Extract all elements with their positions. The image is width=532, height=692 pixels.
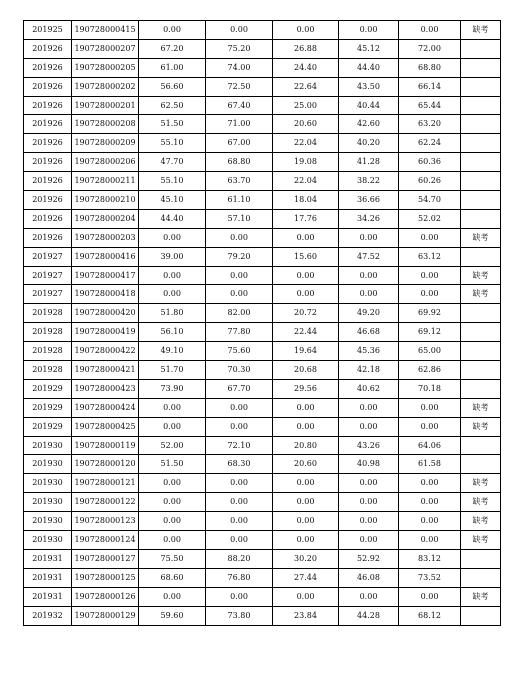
- remark-cell: [461, 361, 501, 380]
- group-cell: 201926: [24, 172, 72, 191]
- total-score-cell: 69.12: [399, 323, 461, 342]
- interview-score-cell: 73.80: [206, 606, 273, 625]
- interview-score-cell: 61.10: [206, 191, 273, 210]
- total-score-cell: 65.00: [399, 342, 461, 361]
- score-table: [23, 20, 501, 626]
- interview-score-cell: 71.00: [206, 115, 273, 134]
- total-score-cell: 68.12: [399, 606, 461, 625]
- interview-score-cell: 0.00: [206, 587, 273, 606]
- table-row: [24, 39, 501, 58]
- written-weighted-cell: 27.44: [273, 568, 339, 587]
- interview-score-cell: 0.00: [206, 228, 273, 247]
- interview-weighted-cell: 0.00: [339, 398, 399, 417]
- interview-score-cell: 76.80: [206, 568, 273, 587]
- total-score-cell: 0.00: [399, 531, 461, 550]
- group-cell: 201931: [24, 549, 72, 568]
- table-row: [24, 304, 501, 323]
- written-weighted-cell: 0.00: [273, 474, 339, 493]
- interview-score-cell: 72.50: [206, 77, 273, 96]
- interview-weighted-cell: 34.26: [339, 209, 399, 228]
- written-score-cell: 61.00: [139, 58, 206, 77]
- written-score-cell: 55.10: [139, 172, 206, 191]
- table-row: [24, 323, 501, 342]
- interview-weighted-cell: 46.68: [339, 323, 399, 342]
- table-row: [24, 455, 501, 474]
- written-weighted-cell: 0.00: [273, 266, 339, 285]
- group-cell: 201928: [24, 342, 72, 361]
- total-score-cell: 62.86: [399, 361, 461, 380]
- interview-weighted-cell: 47.52: [339, 247, 399, 266]
- written-score-cell: 0.00: [139, 285, 206, 304]
- remark-cell: 缺考: [461, 417, 501, 436]
- group-cell: 201928: [24, 361, 72, 380]
- written-weighted-cell: 20.60: [273, 115, 339, 134]
- group-cell: 201930: [24, 455, 72, 474]
- remark-cell: [461, 323, 501, 342]
- exam-id-cell: 190728000202: [72, 77, 139, 96]
- total-score-cell: 60.26: [399, 172, 461, 191]
- written-weighted-cell: 0.00: [273, 228, 339, 247]
- written-weighted-cell: 0.00: [273, 285, 339, 304]
- group-cell: 201926: [24, 134, 72, 153]
- group-cell: 201930: [24, 436, 72, 455]
- interview-weighted-cell: 0.00: [339, 531, 399, 550]
- total-score-cell: 0.00: [399, 21, 461, 40]
- exam-id-cell: 190728000417: [72, 266, 139, 285]
- written-score-cell: 67.20: [139, 39, 206, 58]
- remark-cell: 缺考: [461, 474, 501, 493]
- exam-id-cell: 190728000127: [72, 549, 139, 568]
- total-score-cell: 83.12: [399, 549, 461, 568]
- table-row: [24, 209, 501, 228]
- written-weighted-cell: 0.00: [273, 398, 339, 417]
- table-row: [24, 512, 501, 531]
- interview-score-cell: 0.00: [206, 493, 273, 512]
- exam-id-cell: 190728000207: [72, 39, 139, 58]
- exam-id-cell: 190728000120: [72, 455, 139, 474]
- interview-weighted-cell: 38.22: [339, 172, 399, 191]
- exam-id-cell: 190728000423: [72, 379, 139, 398]
- interview-weighted-cell: 0.00: [339, 21, 399, 40]
- written-score-cell: 68.60: [139, 568, 206, 587]
- remark-cell: [461, 379, 501, 398]
- exam-id-cell: 190728000122: [72, 493, 139, 512]
- remark-cell: [461, 455, 501, 474]
- table-row: [24, 172, 501, 191]
- table-row: [24, 77, 501, 96]
- interview-weighted-cell: 42.18: [339, 361, 399, 380]
- remark-cell: 缺考: [461, 493, 501, 512]
- remark-cell: [461, 96, 501, 115]
- interview-score-cell: 77.80: [206, 323, 273, 342]
- group-cell: 201932: [24, 606, 72, 625]
- group-cell: 201925: [24, 21, 72, 40]
- group-cell: 201928: [24, 323, 72, 342]
- interview-score-cell: 0.00: [206, 398, 273, 417]
- interview-score-cell: 0.00: [206, 21, 273, 40]
- total-score-cell: 72.00: [399, 39, 461, 58]
- interview-score-cell: 57.10: [206, 209, 273, 228]
- total-score-cell: 65.44: [399, 96, 461, 115]
- total-score-cell: 64.06: [399, 436, 461, 455]
- written-weighted-cell: 0.00: [273, 512, 339, 531]
- remark-cell: [461, 247, 501, 266]
- exam-id-cell: 190728000129: [72, 606, 139, 625]
- written-score-cell: 56.60: [139, 77, 206, 96]
- exam-id-cell: 190728000209: [72, 134, 139, 153]
- remark-cell: [461, 39, 501, 58]
- interview-score-cell: 0.00: [206, 512, 273, 531]
- total-score-cell: 0.00: [399, 285, 461, 304]
- table-row: [24, 191, 501, 210]
- total-score-cell: 62.24: [399, 134, 461, 153]
- written-weighted-cell: 30.20: [273, 549, 339, 568]
- remark-cell: 缺考: [461, 531, 501, 550]
- exam-id-cell: 190728000421: [72, 361, 139, 380]
- table-row: [24, 58, 501, 77]
- total-score-cell: 66.14: [399, 77, 461, 96]
- total-score-cell: 68.80: [399, 58, 461, 77]
- written-weighted-cell: 22.64: [273, 77, 339, 96]
- table-row: [24, 379, 501, 398]
- group-cell: 201926: [24, 115, 72, 134]
- group-cell: 201930: [24, 493, 72, 512]
- total-score-cell: 0.00: [399, 228, 461, 247]
- total-score-cell: 63.12: [399, 247, 461, 266]
- remark-cell: 缺考: [461, 512, 501, 531]
- interview-weighted-cell: 52.92: [339, 549, 399, 568]
- written-weighted-cell: 0.00: [273, 21, 339, 40]
- table-row: [24, 247, 501, 266]
- interview-score-cell: 67.70: [206, 379, 273, 398]
- table-row: [24, 228, 501, 247]
- remark-cell: [461, 304, 501, 323]
- table-row: [24, 587, 501, 606]
- remark-cell: 缺考: [461, 587, 501, 606]
- written-score-cell: 0.00: [139, 228, 206, 247]
- total-score-cell: 60.36: [399, 153, 461, 172]
- interview-weighted-cell: 40.20: [339, 134, 399, 153]
- table-row: [24, 549, 501, 568]
- exam-id-cell: 190728000425: [72, 417, 139, 436]
- table-row: [24, 417, 501, 436]
- group-cell: 201931: [24, 568, 72, 587]
- written-weighted-cell: 0.00: [273, 493, 339, 512]
- remark-cell: [461, 436, 501, 455]
- interview-weighted-cell: 0.00: [339, 417, 399, 436]
- total-score-cell: 69.92: [399, 304, 461, 323]
- table-row: [24, 493, 501, 512]
- remark-cell: [461, 549, 501, 568]
- group-cell: 201929: [24, 379, 72, 398]
- interview-score-cell: 0.00: [206, 266, 273, 285]
- remark-cell: [461, 342, 501, 361]
- total-score-cell: 70.18: [399, 379, 461, 398]
- written-score-cell: 0.00: [139, 587, 206, 606]
- total-score-cell: 61.58: [399, 455, 461, 474]
- interview-weighted-cell: 46.08: [339, 568, 399, 587]
- total-score-cell: 73.52: [399, 568, 461, 587]
- written-score-cell: 0.00: [139, 493, 206, 512]
- written-score-cell: 0.00: [139, 531, 206, 550]
- written-score-cell: 51.70: [139, 361, 206, 380]
- table-row: [24, 342, 501, 361]
- interview-weighted-cell: 43.26: [339, 436, 399, 455]
- total-score-cell: 0.00: [399, 587, 461, 606]
- table-row: [24, 474, 501, 493]
- interview-weighted-cell: 40.98: [339, 455, 399, 474]
- remark-cell: 缺考: [461, 228, 501, 247]
- written-weighted-cell: 20.80: [273, 436, 339, 455]
- table-row: [24, 398, 501, 417]
- table-row: [24, 21, 501, 40]
- interview-score-cell: 68.80: [206, 153, 273, 172]
- exam-id-cell: 190728000203: [72, 228, 139, 247]
- remark-cell: 缺考: [461, 266, 501, 285]
- written-weighted-cell: 17.76: [273, 209, 339, 228]
- written-weighted-cell: 15.60: [273, 247, 339, 266]
- interview-score-cell: 72.10: [206, 436, 273, 455]
- group-cell: 201926: [24, 228, 72, 247]
- table-row: [24, 115, 501, 134]
- exam-id-cell: 190728000123: [72, 512, 139, 531]
- interview-weighted-cell: 42.60: [339, 115, 399, 134]
- exam-id-cell: 190728000208: [72, 115, 139, 134]
- interview-weighted-cell: 45.12: [339, 39, 399, 58]
- written-weighted-cell: 23.84: [273, 606, 339, 625]
- interview-score-cell: 67.40: [206, 96, 273, 115]
- table-row: [24, 134, 501, 153]
- group-cell: 201926: [24, 77, 72, 96]
- exam-id-cell: 190728000204: [72, 209, 139, 228]
- written-weighted-cell: 18.04: [273, 191, 339, 210]
- table-row: [24, 266, 501, 285]
- table-row: [24, 436, 501, 455]
- exam-id-cell: 190728000210: [72, 191, 139, 210]
- written-score-cell: 0.00: [139, 512, 206, 531]
- table-row: [24, 153, 501, 172]
- exam-id-cell: 190728000121: [72, 474, 139, 493]
- written-weighted-cell: 19.08: [273, 153, 339, 172]
- exam-id-cell: 190728000124: [72, 531, 139, 550]
- interview-score-cell: 67.00: [206, 134, 273, 153]
- exam-id-cell: 190728000420: [72, 304, 139, 323]
- remark-cell: 缺考: [461, 398, 501, 417]
- group-cell: 201929: [24, 398, 72, 417]
- interview-weighted-cell: 0.00: [339, 228, 399, 247]
- group-cell: 201927: [24, 247, 72, 266]
- total-score-cell: 0.00: [399, 512, 461, 531]
- exam-id-cell: 190728000205: [72, 58, 139, 77]
- written-score-cell: 51.50: [139, 115, 206, 134]
- interview-weighted-cell: 0.00: [339, 474, 399, 493]
- interview-score-cell: 75.60: [206, 342, 273, 361]
- table-row: [24, 361, 501, 380]
- interview-score-cell: 82.00: [206, 304, 273, 323]
- remark-cell: [461, 77, 501, 96]
- interview-score-cell: 0.00: [206, 417, 273, 436]
- exam-id-cell: 190728000126: [72, 587, 139, 606]
- score-table-body: [24, 21, 501, 626]
- group-cell: 201930: [24, 474, 72, 493]
- interview-score-cell: 0.00: [206, 285, 273, 304]
- remark-cell: [461, 191, 501, 210]
- remark-cell: [461, 153, 501, 172]
- written-weighted-cell: 22.04: [273, 134, 339, 153]
- written-weighted-cell: 0.00: [273, 417, 339, 436]
- group-cell: 201930: [24, 512, 72, 531]
- group-cell: 201926: [24, 191, 72, 210]
- exam-id-cell: 190728000416: [72, 247, 139, 266]
- remark-cell: 缺考: [461, 21, 501, 40]
- interview-score-cell: 88.20: [206, 549, 273, 568]
- total-score-cell: 54.70: [399, 191, 461, 210]
- written-score-cell: 0.00: [139, 398, 206, 417]
- exam-id-cell: 190728000419: [72, 323, 139, 342]
- written-weighted-cell: 29.56: [273, 379, 339, 398]
- interview-weighted-cell: 41.28: [339, 153, 399, 172]
- interview-weighted-cell: 0.00: [339, 266, 399, 285]
- written-weighted-cell: 22.44: [273, 323, 339, 342]
- table-row: [24, 96, 501, 115]
- written-score-cell: 0.00: [139, 266, 206, 285]
- written-score-cell: 62.50: [139, 96, 206, 115]
- written-weighted-cell: 20.60: [273, 455, 339, 474]
- total-score-cell: 63.20: [399, 115, 461, 134]
- group-cell: 201929: [24, 417, 72, 436]
- written-weighted-cell: 24.40: [273, 58, 339, 77]
- written-weighted-cell: 20.68: [273, 361, 339, 380]
- written-weighted-cell: 0.00: [273, 531, 339, 550]
- exam-id-cell: 190728000415: [72, 21, 139, 40]
- total-score-cell: 0.00: [399, 474, 461, 493]
- group-cell: 201926: [24, 58, 72, 77]
- group-cell: 201926: [24, 209, 72, 228]
- interview-score-cell: 74.00: [206, 58, 273, 77]
- exam-id-cell: 190728000119: [72, 436, 139, 455]
- interview-weighted-cell: 36.66: [339, 191, 399, 210]
- written-weighted-cell: 20.72: [273, 304, 339, 323]
- written-weighted-cell: 22.04: [273, 172, 339, 191]
- table-row: [24, 285, 501, 304]
- exam-id-cell: 190728000206: [72, 153, 139, 172]
- remark-cell: [461, 134, 501, 153]
- remark-cell: [461, 606, 501, 625]
- written-score-cell: 49.10: [139, 342, 206, 361]
- exam-id-cell: 190728000418: [72, 285, 139, 304]
- exam-id-cell: 190728000125: [72, 568, 139, 587]
- interview-score-cell: 63.70: [206, 172, 273, 191]
- interview-weighted-cell: 0.00: [339, 587, 399, 606]
- interview-weighted-cell: 40.44: [339, 96, 399, 115]
- total-score-cell: 0.00: [399, 266, 461, 285]
- written-score-cell: 44.40: [139, 209, 206, 228]
- written-score-cell: 0.00: [139, 474, 206, 493]
- written-score-cell: 0.00: [139, 21, 206, 40]
- remark-cell: 缺考: [461, 285, 501, 304]
- interview-weighted-cell: 0.00: [339, 285, 399, 304]
- interview-weighted-cell: 44.40: [339, 58, 399, 77]
- written-weighted-cell: 25.00: [273, 96, 339, 115]
- interview-score-cell: 75.20: [206, 39, 273, 58]
- written-score-cell: 56.10: [139, 323, 206, 342]
- written-score-cell: 47.70: [139, 153, 206, 172]
- group-cell: 201930: [24, 531, 72, 550]
- exam-id-cell: 190728000201: [72, 96, 139, 115]
- interview-weighted-cell: 49.20: [339, 304, 399, 323]
- interview-score-cell: 0.00: [206, 531, 273, 550]
- exam-id-cell: 190728000422: [72, 342, 139, 361]
- remark-cell: [461, 58, 501, 77]
- total-score-cell: 0.00: [399, 417, 461, 436]
- interview-score-cell: 70.30: [206, 361, 273, 380]
- interview-score-cell: 68.30: [206, 455, 273, 474]
- written-weighted-cell: 26.88: [273, 39, 339, 58]
- written-score-cell: 51.50: [139, 455, 206, 474]
- written-score-cell: 51.80: [139, 304, 206, 323]
- exam-id-cell: 190728000424: [72, 398, 139, 417]
- group-cell: 201926: [24, 39, 72, 58]
- table-row: [24, 568, 501, 587]
- remark-cell: [461, 568, 501, 587]
- interview-weighted-cell: 45.36: [339, 342, 399, 361]
- group-cell: 201927: [24, 266, 72, 285]
- written-score-cell: 45.10: [139, 191, 206, 210]
- remark-cell: [461, 209, 501, 228]
- interview-weighted-cell: 0.00: [339, 493, 399, 512]
- written-score-cell: 52.00: [139, 436, 206, 455]
- total-score-cell: 52.02: [399, 209, 461, 228]
- table-row: [24, 606, 501, 625]
- remark-cell: [461, 172, 501, 191]
- written-score-cell: 0.00: [139, 417, 206, 436]
- remark-cell: [461, 115, 501, 134]
- group-cell: 201926: [24, 153, 72, 172]
- total-score-cell: 0.00: [399, 398, 461, 417]
- exam-id-cell: 190728000211: [72, 172, 139, 191]
- written-score-cell: 39.00: [139, 247, 206, 266]
- written-weighted-cell: 19.64: [273, 342, 339, 361]
- written-weighted-cell: 0.00: [273, 587, 339, 606]
- group-cell: 201927: [24, 285, 72, 304]
- written-score-cell: 55.10: [139, 134, 206, 153]
- table-row: [24, 531, 501, 550]
- interview-weighted-cell: 40.62: [339, 379, 399, 398]
- total-score-cell: 0.00: [399, 493, 461, 512]
- written-score-cell: 73.90: [139, 379, 206, 398]
- written-score-cell: 75.50: [139, 549, 206, 568]
- written-score-cell: 59.60: [139, 606, 206, 625]
- interview-score-cell: 0.00: [206, 474, 273, 493]
- group-cell: 201931: [24, 587, 72, 606]
- interview-weighted-cell: 43.50: [339, 77, 399, 96]
- interview-weighted-cell: 0.00: [339, 512, 399, 531]
- interview-weighted-cell: 44.28: [339, 606, 399, 625]
- group-cell: 201926: [24, 96, 72, 115]
- group-cell: 201928: [24, 304, 72, 323]
- interview-score-cell: 79.20: [206, 247, 273, 266]
